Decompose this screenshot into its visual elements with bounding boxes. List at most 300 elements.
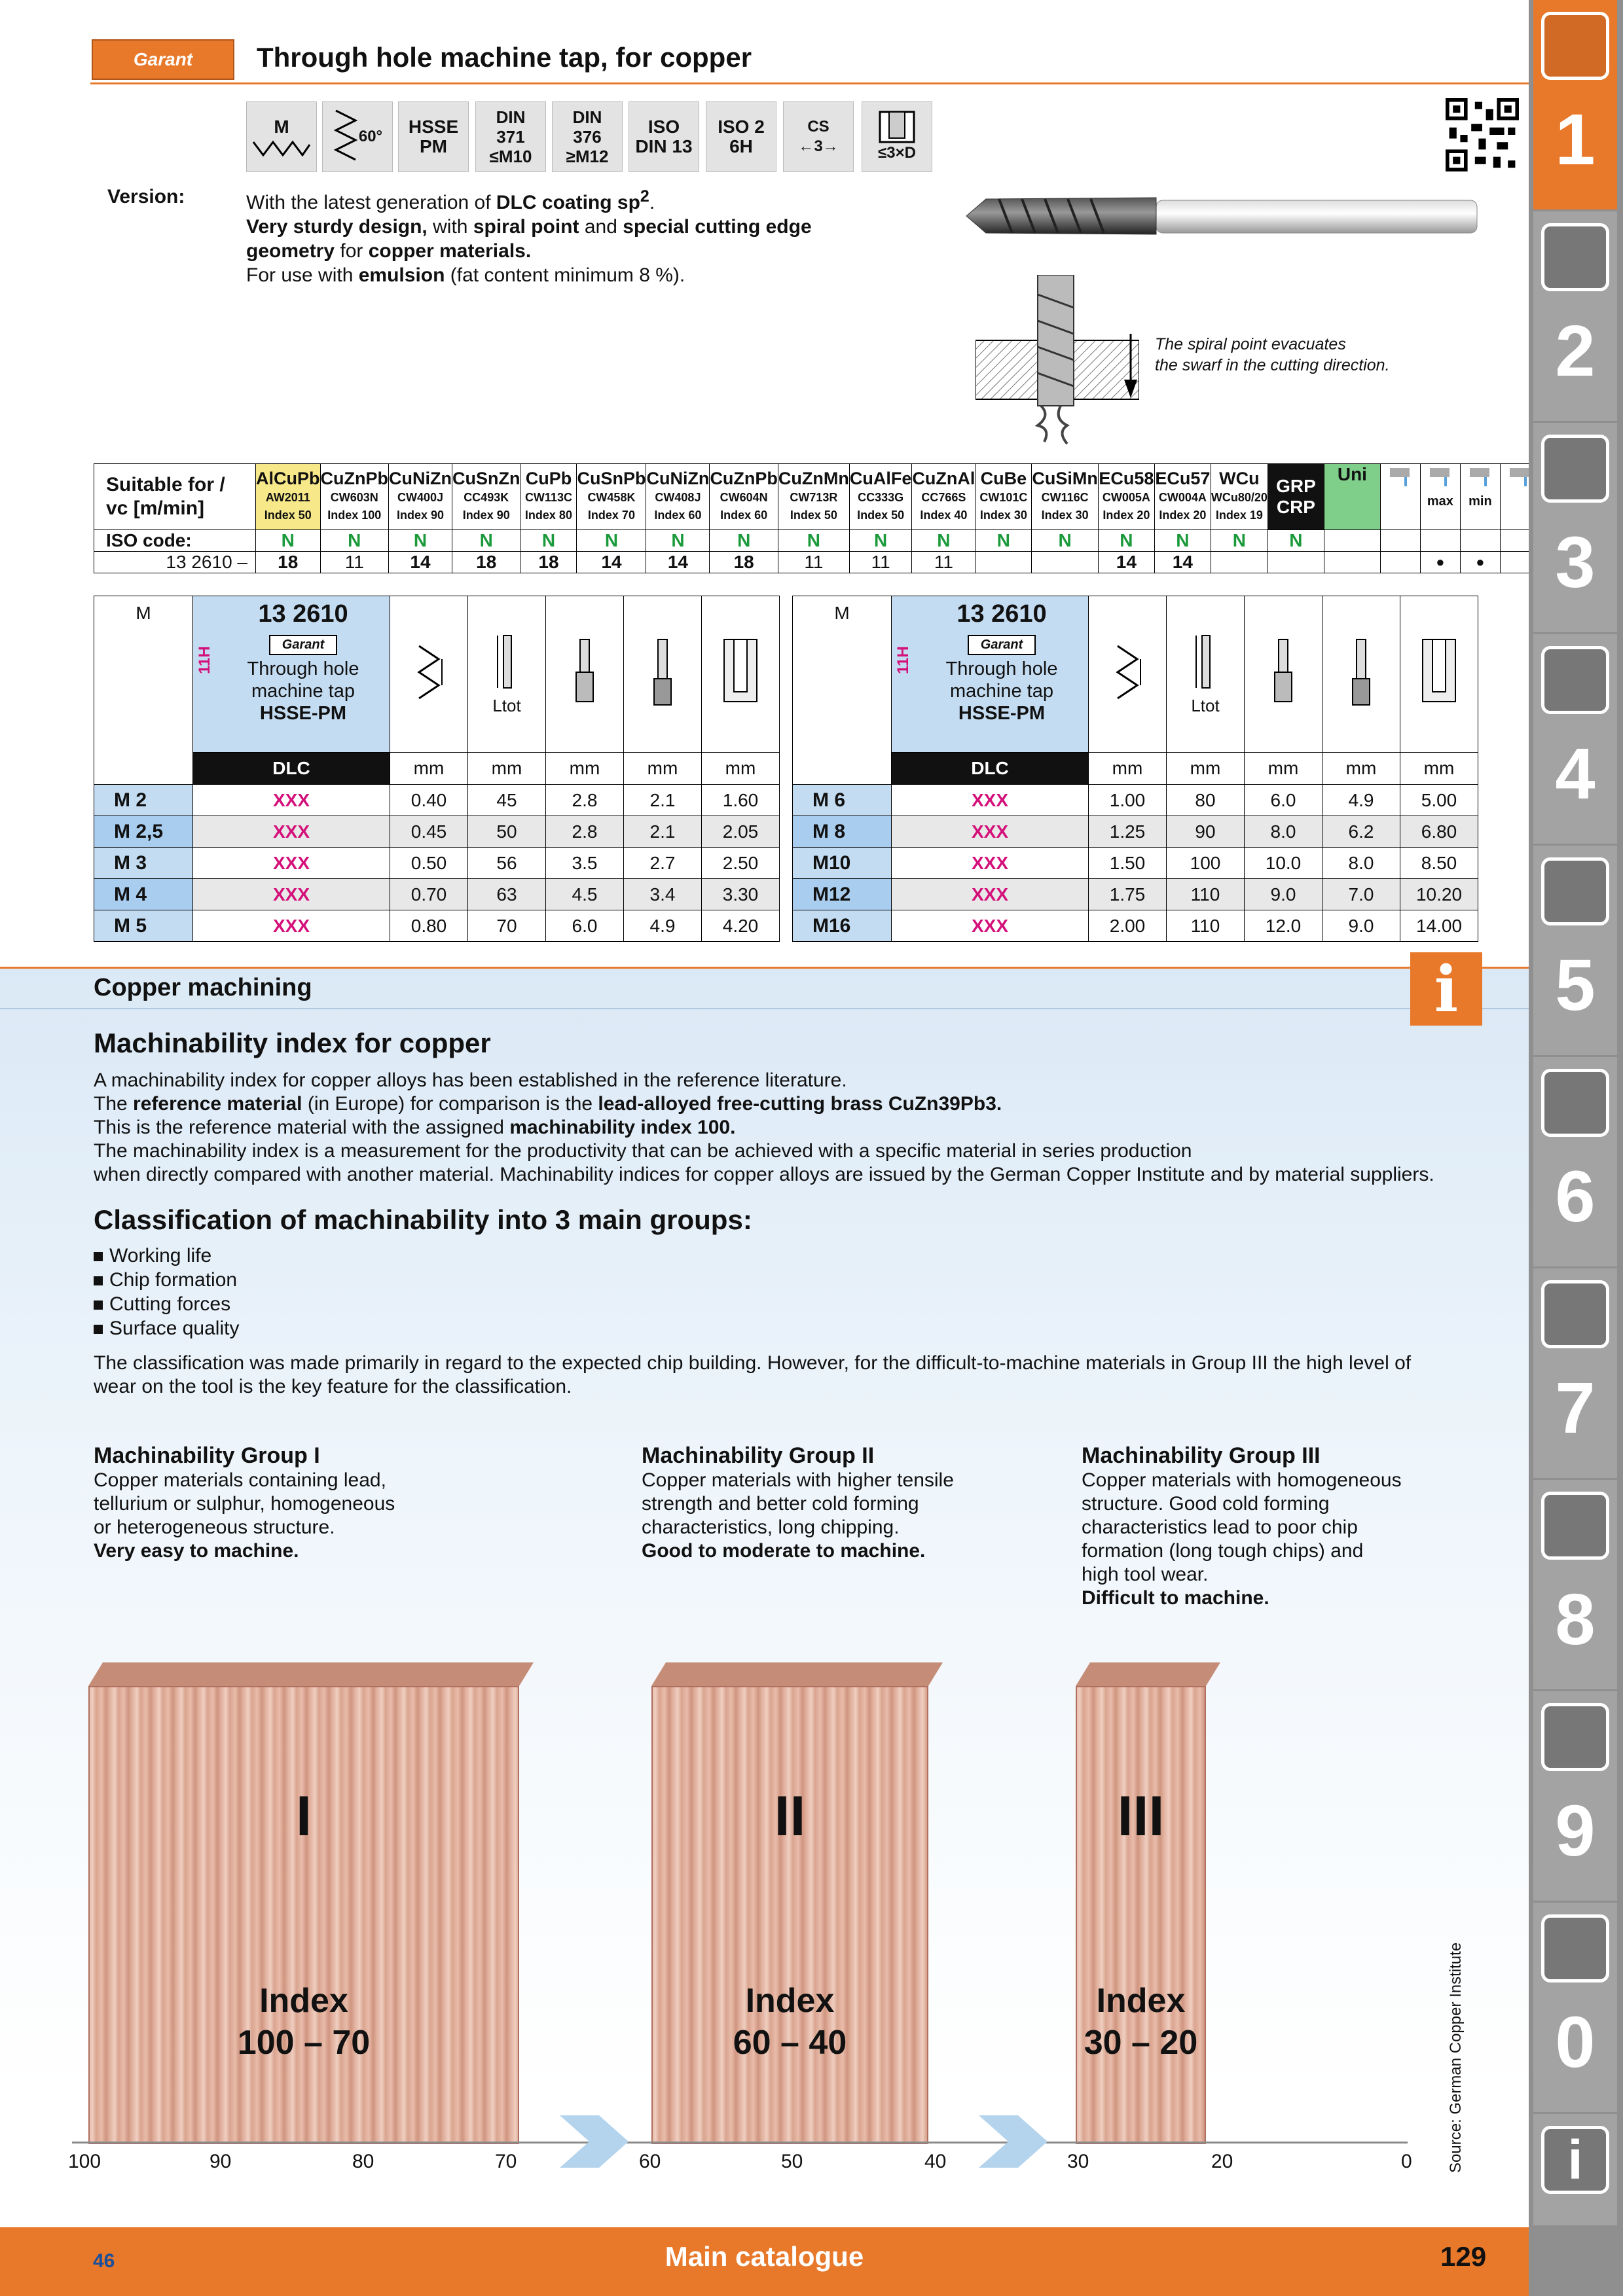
suitable-header [94,464,256,530]
chapter-tab-3[interactable] [1533,423,1617,632]
product-number: 13 2610 [258,600,348,628]
chapter-tab-6[interactable] [1533,1057,1617,1266]
iso-code: N [807,530,821,550]
pitch-value: 0.45 [390,816,468,848]
axis-tick: 40 [924,2151,947,2172]
speed-cell [646,552,710,573]
group-1-description [94,1443,500,1563]
text: wear on the tool is the key feature for the classification. [94,1376,572,1397]
group-title: Machinability Group II [642,1443,875,1468]
info-tab-icon: i [1541,2126,1609,2194]
chapter-tab-info[interactable] [1533,2114,1617,2225]
product-label: 13 2610 – [166,552,247,572]
material-name: CuAlFe [849,469,912,488]
iso-code: N [1176,530,1190,550]
cutting-speed: 18 [278,552,299,572]
iso-cell [976,530,1032,552]
chapter-tab-0[interactable] [1533,1903,1617,2112]
tab-number: 2 [1555,311,1596,391]
cutting-speed: 11 [934,552,953,572]
size-cell: M 5 [94,910,193,942]
coating-dlc: DLC [193,753,390,785]
symbol-label: CS ←3→ [798,118,839,155]
chapter-tab-1[interactable] [1533,0,1617,209]
tab-number: 5 [1555,945,1596,1026]
group-roman: II [774,1785,806,1848]
shank-value: 10.0 [1245,848,1322,879]
material-code: CW113C [524,491,572,504]
unit: mm [702,753,780,785]
symbol-label: ISO 2 6H [718,117,765,156]
drill-icon [1541,12,1609,80]
symbol-metric [246,101,317,172]
coolant-max: max [1427,494,1453,509]
coolant-max-cell [1420,552,1460,573]
material-name: WCu [1219,469,1260,488]
material-code: CW116C [1041,491,1089,504]
coolant-min: min [1468,494,1492,509]
index-label: Index [745,1982,835,2020]
material-col [256,464,321,530]
shank-value: 6.0 [1245,785,1322,816]
size-cell: M 6 [793,785,892,816]
empty-cell [1460,530,1500,552]
material-col [778,464,849,530]
unit: mm [546,753,624,785]
square-value: 2.1 [624,785,702,816]
chapter-tab-8[interactable] [1533,1480,1617,1689]
square-size-icon [1345,636,1377,708]
material-code: CW005A [1102,491,1150,504]
crp: CRP [1276,497,1315,517]
cabinet-icon [1541,1703,1609,1771]
tools-icon [1541,1069,1609,1137]
text: The [94,1093,134,1115]
size-cell: M 2 [94,785,193,816]
iso-cell [1211,530,1267,552]
tab-number: 7 [1555,1368,1596,1448]
material-code: CW604N [720,491,768,504]
footer-page-left: 46 [93,2250,115,2272]
iso-cell [1267,530,1324,552]
coolant-min-icon [1466,464,1495,490]
material-name: CuSnZn [452,469,520,488]
drill-value: 10.20 [1400,879,1478,910]
pitch-value: 0.80 [390,910,468,942]
square-value: 9.0 [1322,910,1400,942]
length-value: 70 [468,910,546,942]
length-value: 110 [1167,910,1245,942]
safety-goggles-icon [1541,1914,1609,1982]
square-value: 2.7 [624,848,702,879]
speed-cell [520,552,577,573]
section-title: Copper machining [94,974,312,1001]
length-value: 100 [1167,848,1245,879]
text: Good to moderate to machine. [642,1540,926,1562]
heading-machinability: Machinability index for copper [94,1028,491,1058]
material-code: CW408J [655,491,701,504]
shank-value: 2.8 [546,816,624,848]
empty-cell [1324,552,1380,573]
col-m-header [94,596,193,785]
block-2-top [651,1662,943,1686]
length-value: 110 [1167,879,1245,910]
list-item: Surface quality [94,1316,239,1340]
material-index: Index 19 [1215,509,1263,522]
tap-image [960,190,1484,242]
material-name: ECu57 [1155,469,1211,488]
garant-logo-small: Garant [269,635,337,655]
speed-cell [849,552,912,573]
index-axis [72,2142,1408,2144]
length-value: 45 [468,785,546,816]
square-value: 2.1 [624,816,702,848]
list-item: Chip formation [94,1268,239,1292]
col-m-header [793,596,892,785]
unit: mm [1322,753,1400,785]
material-code: CC493K [464,491,509,504]
square-value: 6.2 [1322,816,1400,848]
tab-number: 6 [1555,1157,1596,1237]
symbol-label: ISO DIN 13 [635,117,693,156]
suitable-label: Suitable for / [106,474,225,495]
pitch-icon [1108,643,1147,702]
grp: GRP [1276,476,1316,496]
classification-paragraph [94,1352,1468,1399]
iso-code: N [479,530,493,550]
iso-code: N [1058,530,1072,550]
square-value: 8.0 [1322,848,1400,879]
iso-cell [1098,530,1154,552]
material-index: Index 80 [524,509,572,522]
pitch-value: 1.50 [1089,848,1167,879]
symbol-label: DIN 371 ≤M10 [489,107,532,166]
tap-length-icon [1192,632,1218,691]
text: tellurium or sulphur, homogeneous [94,1493,395,1515]
empty-cell [1380,552,1420,573]
product-desc: machine tap [251,681,355,702]
product-number: 13 2610 [957,600,1047,628]
suitability-table [94,463,1580,573]
drill-icon-cell [1400,596,1478,753]
size-cell: M12 [793,879,892,910]
price-cell[interactable]: XXX [892,785,1089,816]
drill-value: 1.60 [702,785,780,816]
page-title: Through hole machine tap, for copper [257,42,752,73]
chapter-tab-2[interactable] [1533,211,1617,421]
shank-value: 8.0 [1245,816,1322,848]
version-label: Version: [107,186,185,207]
text: strength and better cold forming [642,1493,919,1515]
drill-icon-cell [702,596,780,753]
size-cell: M 4 [94,879,193,910]
symbol-label: M [274,117,289,137]
square-value: 4.9 [624,910,702,942]
square-icon-cell [624,596,702,753]
text: special cutting edge [623,216,812,238]
drill-value: 6.80 [1400,816,1478,848]
tab-number: 0 [1555,2002,1596,2083]
unit: mm [1245,753,1322,785]
square-value: 3.4 [624,879,702,910]
pitch-value: 1.75 [1089,879,1167,910]
garant-logo-small: Garant [968,635,1036,655]
chapter-tab-5[interactable] [1533,846,1617,1055]
material-index: Index 50 [264,509,312,522]
material-code: CW458K [587,491,636,504]
iso-code: N [671,530,685,550]
product-desc: Through hole [247,658,359,679]
material-name: CuSiMn [1032,469,1098,488]
text: . [649,192,655,213]
material-index: Index 40 [920,509,968,522]
material-index: Index 100 [327,509,382,522]
intro-paragraph [94,1069,1468,1187]
iso-code: N [541,530,556,550]
text: For use with [246,264,359,286]
drill-value: 3.30 [702,879,780,910]
source-note: Source: German Copper Institute [1447,1942,1465,2173]
symbol-depth [862,101,932,172]
pitch-value: 0.70 [390,879,468,910]
iso-code: N [1289,530,1303,550]
material-name: CuSnPb [577,469,646,488]
material-index: Index 90 [396,509,444,522]
symbol-label: ≤3×D [878,144,916,162]
grp-crp-col [1267,464,1324,530]
footer-page-number: 129 [1440,2241,1487,2272]
empty-cell [1380,530,1420,552]
material-name: CuNiZn [388,469,452,488]
info-divider [0,967,1529,969]
cutting-speed: 14 [667,552,689,572]
axis-tick: 60 [639,2151,661,2172]
insert-icon [1541,223,1609,291]
text: 2 [640,187,649,206]
list-item: Cutting forces [94,1292,239,1316]
iso-code: N [937,530,951,550]
text: Copper materials containing lead, [94,1469,386,1491]
table-row [793,848,1478,879]
symbol-din371 [475,101,546,172]
iso-cell [710,530,778,552]
spiral-note [1155,334,1390,376]
material-name: CuNiZn [646,469,710,488]
coating-dlc: DLC [892,753,1089,785]
text: DLC coating sp [496,192,640,213]
coolant-min-cell [1460,552,1500,573]
tab-number: 8 [1555,1579,1596,1660]
iso-cell [1032,530,1099,552]
header-divider [90,82,1539,84]
axis-tick: 70 [495,2151,517,2172]
chapter-tab-4[interactable] [1533,634,1617,844]
cutting-speed: 14 [1172,552,1193,572]
pitch-value: 1.00 [1089,785,1167,816]
price-cell[interactable]: XXX [892,910,1089,942]
text: Very easy to machine. [94,1540,299,1562]
text: M [834,603,850,623]
block-group-1 [88,1686,519,2144]
shank-icon-cell [1245,596,1322,753]
coolant-max-icon [1426,464,1455,490]
length-value: 50 [468,816,546,848]
tap-icon [1386,464,1415,490]
price-cell[interactable]: XXX [193,785,390,816]
coolant-col [1460,464,1500,530]
text: high tool wear. [1082,1564,1209,1585]
uni-col [1324,464,1380,530]
material-col [710,464,778,530]
cutting-speed: 11 [804,552,824,572]
material-col [1211,464,1267,530]
tab-number: 4 [1555,734,1596,814]
unit: mm [624,753,702,785]
material-col [1098,464,1154,530]
length-icon-cell [1167,596,1245,753]
speed-cell [710,552,778,573]
shank-icon-cell [546,596,624,753]
square-value: 7.0 [1322,879,1400,910]
material-col [1154,464,1211,530]
tab-number: 1 [1555,99,1596,180]
product-desc: machine tap [950,681,1053,702]
drill-value: 4.20 [702,910,780,942]
group-title: Machinability Group III [1082,1443,1321,1468]
material-code: CW400J [397,491,443,504]
table-row [94,879,780,910]
iso-code: N [1232,530,1246,550]
iso-code: N [737,530,751,550]
product-material: HSSE-PM [958,703,1046,724]
material-index: Index 60 [720,509,768,522]
product-material: HSSE-PM [259,703,347,724]
product-desc: Through hole [945,658,1058,679]
material-index: Index 30 [979,509,1027,522]
ltot-label: Ltot [492,696,521,715]
speed-cell [388,552,452,573]
material-col [452,464,520,530]
text: characteristics lead to poor chip [1082,1516,1358,1538]
drill-value: 2.50 [702,848,780,879]
version-text [246,185,868,287]
note-line: The spiral point evacuates [1155,335,1346,353]
thread-angle-icon [333,107,359,166]
material-code: CW713R [790,491,838,504]
material-name: CuZnAl [912,469,976,488]
symbol-label: 60° [358,128,383,145]
material-name: AlCuPb [256,469,320,488]
speed-cell [256,552,321,573]
dot-marker: ● [1436,554,1445,570]
group-roman: I [296,1785,312,1848]
text: Copper materials with homogeneous [1082,1469,1402,1491]
table-row [793,785,1478,816]
material-col [520,464,577,530]
text: Copper materials with higher tensile [642,1469,954,1491]
group-title: Machinability Group I [94,1443,320,1468]
pitch-icon-cell [390,596,468,753]
product-header [892,596,1089,753]
dimension-table-left [94,596,780,942]
note-line: the swarf in the cutting direction. [1155,356,1390,374]
material-col [320,464,388,530]
speed-cell [778,552,849,573]
arrow-right-icon [979,2115,1051,2168]
shank-value: 9.0 [1245,879,1322,910]
length-value: 90 [1167,816,1245,848]
index-range: 60 – 40 [733,2024,847,2062]
iso-code: N [281,530,295,550]
length-icon-cell [468,596,546,753]
text: copper materials. [368,240,532,262]
material-col [646,464,710,530]
axis-tick: 100 [68,2151,101,2172]
material-name: CuZnMn [778,469,849,488]
cutting-speed: 14 [410,552,431,572]
symbol-label: DIN 376 ≥M12 [566,107,609,166]
table-row [793,879,1478,910]
iso-cell [1154,530,1211,552]
group-roman: III [1117,1785,1165,1848]
pitch-value: 1.25 [1089,816,1167,848]
price-cell[interactable]: XXX [892,879,1089,910]
thread-profile-icon [252,137,311,156]
text: The classification was made primarily in regard to the expected chip building. However, for the difficult-to-machine materials in Group III the high level of [94,1352,1412,1374]
table-row [793,910,1478,942]
text: characteristics, long chipping. [642,1516,900,1538]
material-index: Index 50 [790,509,837,522]
chapter-tab-9[interactable] [1533,1691,1617,1901]
price-cell[interactable]: XXX [892,816,1089,848]
core-hole-icon [721,636,760,708]
material-code: CC766S [921,491,966,504]
product-row-header [94,552,256,573]
symbol-cs [783,101,854,172]
cutting-speed: 11 [344,552,364,572]
price-cell[interactable]: XXX [193,816,390,848]
criteria-list [94,1244,239,1340]
arrow-right-icon [560,2115,632,2168]
material-name: ECu58 [1099,469,1154,488]
length-value: 63 [468,879,546,910]
drill-value: 8.50 [1400,848,1478,879]
symbol-din376 [552,101,623,172]
square-icon-cell [1322,596,1400,753]
group-2-description [642,1443,1048,1563]
price-cell[interactable]: XXX [193,879,390,910]
price-cell[interactable]: XXX [193,848,390,879]
material-code: WCu80/20 [1211,491,1267,504]
speed-cell [577,552,646,573]
tolerance-label: 11H [196,646,213,675]
material-code: AW2011 [265,491,310,504]
price-cell[interactable]: XXX [193,910,390,942]
speed-cell [976,552,1032,573]
pitch-value: 0.40 [390,785,468,816]
drill-value: 5.00 [1400,785,1478,816]
material-code: CW603N [330,491,378,504]
heading-classification: Classification of machinability into 3 main groups: [94,1204,752,1235]
text: formation (long tough chips) and [1082,1540,1364,1562]
price-cell[interactable]: XXX [892,848,1089,879]
unit: mm [390,753,468,785]
drill-value: 14.00 [1400,910,1478,942]
table-row [793,816,1478,848]
chapter-tab-7[interactable] [1533,1268,1617,1478]
qr-code-icon[interactable] [1446,98,1519,171]
garant-logo [92,39,234,80]
